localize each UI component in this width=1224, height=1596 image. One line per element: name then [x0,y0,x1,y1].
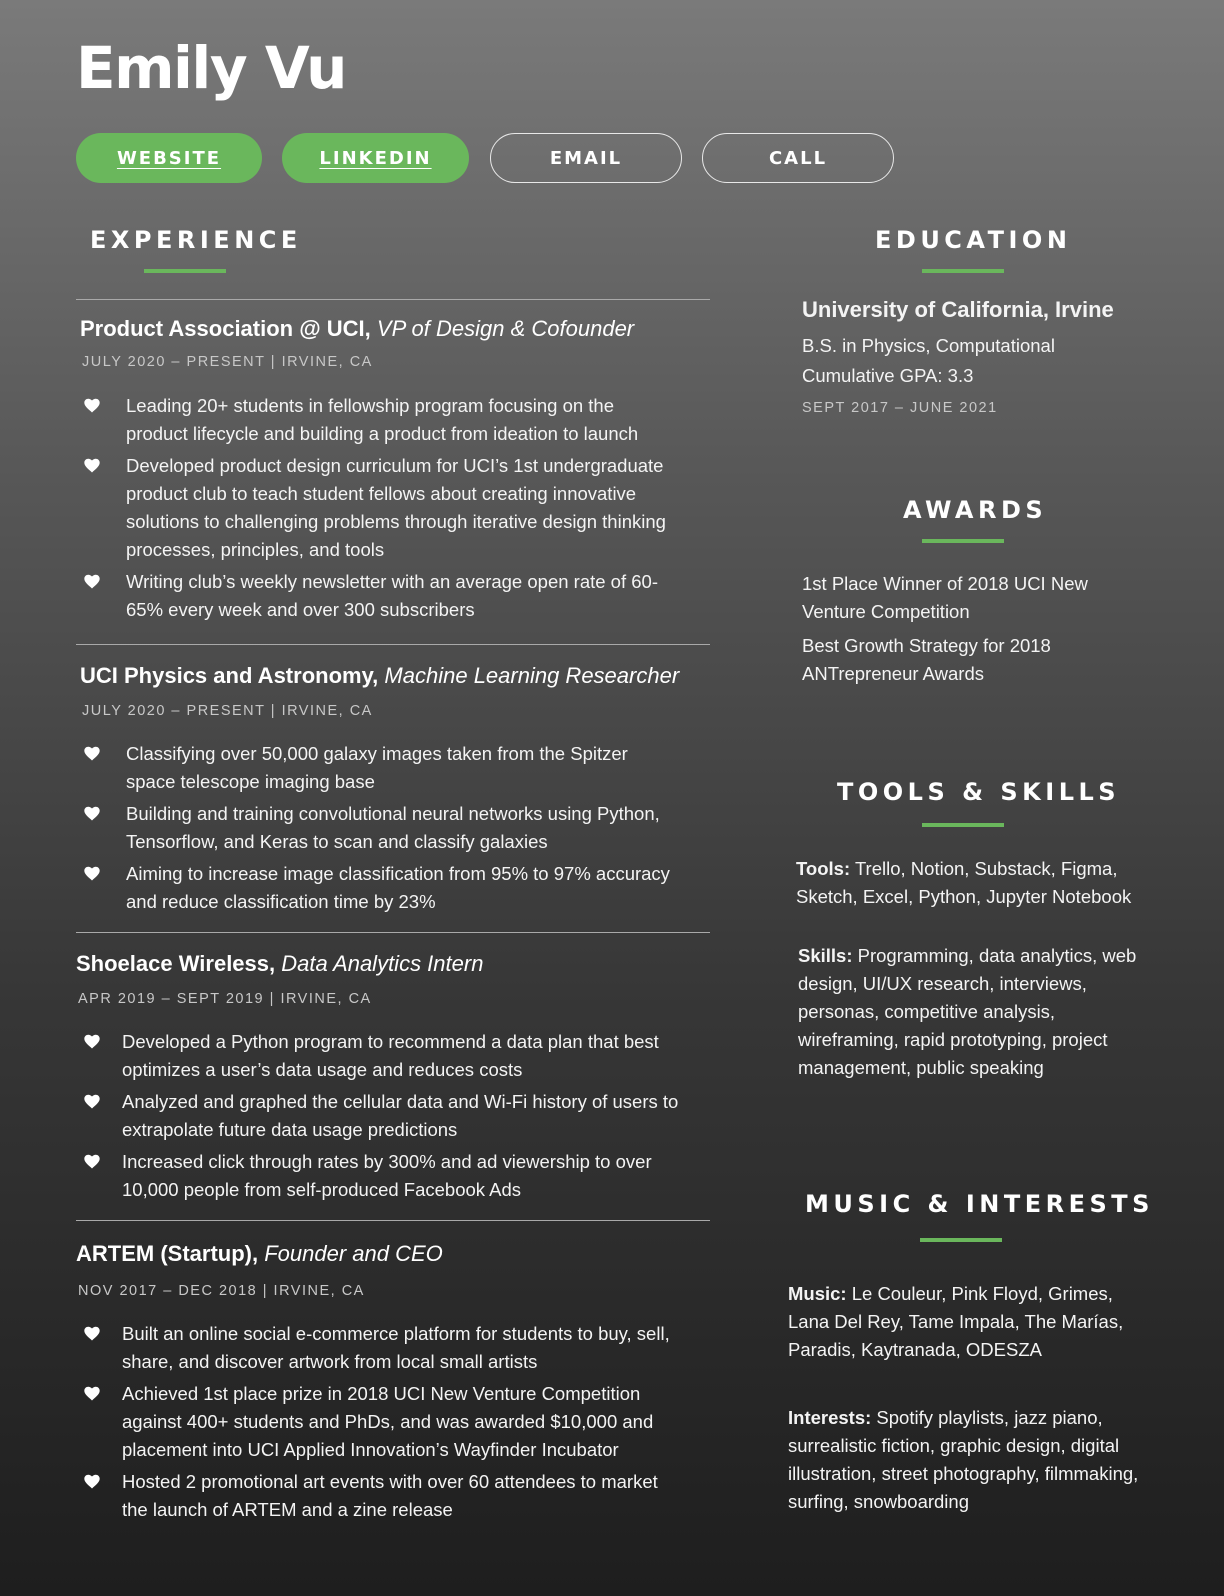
heart-icon [84,398,100,414]
music-interests-heading: MUSIC & INTERESTS [805,1190,1154,1218]
bullet-text: Aiming to increase image classification from 95% to 97% accuracy and reduce classification time by 23% [126,863,670,912]
education-heading: EDUCATION [875,226,1072,254]
experience-underline [144,269,226,273]
list-item [80,1380,680,1464]
job-role: VP of Design & Cofounder [376,316,635,341]
education-underline [922,269,1004,273]
bullet-text: Achieved 1st place prize in 2018 UCI New Venture Competition against 400+ students and PhDs, and was awarded $10,000 and placement into UCI Applied Innovation’s Wayfinder Incubator [122,1383,654,1460]
heart-icon [84,1034,100,1050]
bullet-text: Leading 20+ students in fellowship program focusing on the product lifecycle and building a product from ideation to launch [126,395,639,444]
experience-heading: EXPERIENCE [90,226,302,254]
heart-icon [84,806,100,822]
section-divider [76,1220,710,1221]
heart-icon [84,574,100,590]
tools-skills-heading: TOOLS & SKILLS [837,778,1121,806]
award-item: 1st Place Winner of 2018 UCI New Venture Competition [802,573,1088,622]
job-bullets [80,1320,680,1528]
section-divider [76,299,710,300]
job-role: Data Analytics Intern [281,951,484,976]
interests-label: Interests: [788,1407,872,1428]
heart-icon [84,1094,100,1110]
job-meta: JULY 2020 – PRESENT | IRVINE, CA [82,703,373,719]
music-label: Music: [788,1283,847,1304]
list-item [80,740,680,796]
email-button[interactable]: EMAIL [490,133,682,183]
list-item [80,1028,680,1084]
job-org: UCI Physics and Astronomy, [80,663,379,688]
list-item [80,1320,680,1376]
job-title [80,315,634,343]
interests-list: Spotify playlists, jazz piano, surrealistic fiction, graphic design, digital illustration, street photography, filmmaking, surfing, snowboarding [788,1407,1139,1512]
bullet-text: Classifying over 50,000 galaxy images taken from the Spitzer space telescope imaging base [126,743,628,792]
list-item [80,860,680,916]
job-org: Product Association @ UCI, [80,316,371,341]
job-title [76,950,483,978]
education-dates: SEPT 2017 – JUNE 2021 [802,400,998,416]
heart-icon [84,1326,100,1342]
bullet-text: Analyzed and graphed the cellular data and Wi-Fi history of users to extrapolate future data usage predictions [122,1091,679,1140]
gpa: Cumulative GPA: 3.3 [802,365,974,386]
skills-label: Skills: [798,945,853,966]
job-role: Founder and CEO [264,1241,443,1266]
heart-icon [84,1474,100,1490]
list-item [80,1468,680,1524]
bullet-text: Increased click through rates by 300% and ad viewership to over 10,000 people from self-produced Facebook Ads [122,1151,652,1200]
bullet-text: Writing club’s weekly newsletter with an average open rate of 60-65% every week and over 300 subscribers [126,571,658,620]
tools-skills-underline [922,823,1004,827]
job-meta: NOV 2017 – DEC 2018 | IRVINE, CA [78,1283,365,1299]
bullet-text: Building and training convolutional neural networks using Python, Tensorflow, and Keras to scan and classify galaxies [126,803,660,852]
job-bullets [80,1028,680,1208]
degree: B.S. in Physics, Computational [802,335,1055,356]
heart-icon [84,1386,100,1402]
bullet-text: Hosted 2 promotional art events with over 60 attendees to market the launch of ARTEM and a zine release [122,1471,658,1520]
bullet-text: Developed a Python program to recommend a data plan that best optimizes a user’s data usage and reduces costs [122,1031,659,1080]
job-title [76,1240,443,1268]
interests-text [788,1404,1158,1516]
job-meta: JULY 2020 – PRESENT | IRVINE, CA [82,354,373,370]
list-item [80,568,680,624]
job-title [80,662,679,690]
job-org: Shoelace Wireless, [76,951,276,976]
heart-icon [84,1154,100,1170]
heart-icon [84,458,100,474]
job-bullets [80,740,680,920]
list-item [80,1088,680,1144]
job-bullets [80,392,680,628]
heart-icon [84,746,100,762]
skills-list: Programming, data analytics, web design, UI/UX research, interviews, personas, competitive analysis, wireframing, rapid prototyping, project management, public speaking [798,945,1137,1078]
music-text [788,1280,1158,1364]
call-button[interactable]: CALL [702,133,894,183]
list-item [80,1148,680,1204]
list-item [80,452,680,564]
tools-label: Tools: [796,858,851,879]
tools-list: Trello, Notion, Substack, Figma, Sketch, Excel, Python, Jupyter Notebook [796,858,1132,907]
music-interests-underline [920,1238,1002,1242]
section-divider [76,932,710,933]
music-list: Le Couleur, Pink Floyd, Grimes, Lana Del Rey, Tame Impala, The Marías, Paradis, Kaytranada, ODESZA [788,1283,1124,1360]
award-item: Best Growth Strategy for 2018 ANTrepreneur Awards [802,635,1051,684]
school-name: University of California, Irvine [802,297,1114,322]
bullet-text: Developed product design curriculum for UCI’s 1st undergraduate product club to teach student fellows about creating innovative solutions to challenging problems through iterative design thinking processes, principles, and tools [126,455,666,560]
section-divider [76,644,710,645]
heart-icon [84,866,100,882]
list-item [80,392,680,448]
list-item [80,800,680,856]
job-role: Machine Learning Researcher [384,663,680,688]
bullet-text: Built an online social e-commerce platform for students to buy, sell, share, and discover artwork from local small artists [122,1323,670,1372]
linkedin-link-button[interactable]: LINKEDIN [282,133,469,183]
tools-text [796,855,1166,911]
website-link-button[interactable]: WEBSITE [76,133,262,183]
job-org: ARTEM (Startup), [76,1241,259,1266]
name-heading: Emily Vu [76,34,346,102]
awards-underline [922,539,1004,543]
job-meta: APR 2019 – SEPT 2019 | IRVINE, CA [78,991,372,1007]
awards-heading: AWARDS [903,496,1048,524]
skills-text [798,942,1158,1082]
